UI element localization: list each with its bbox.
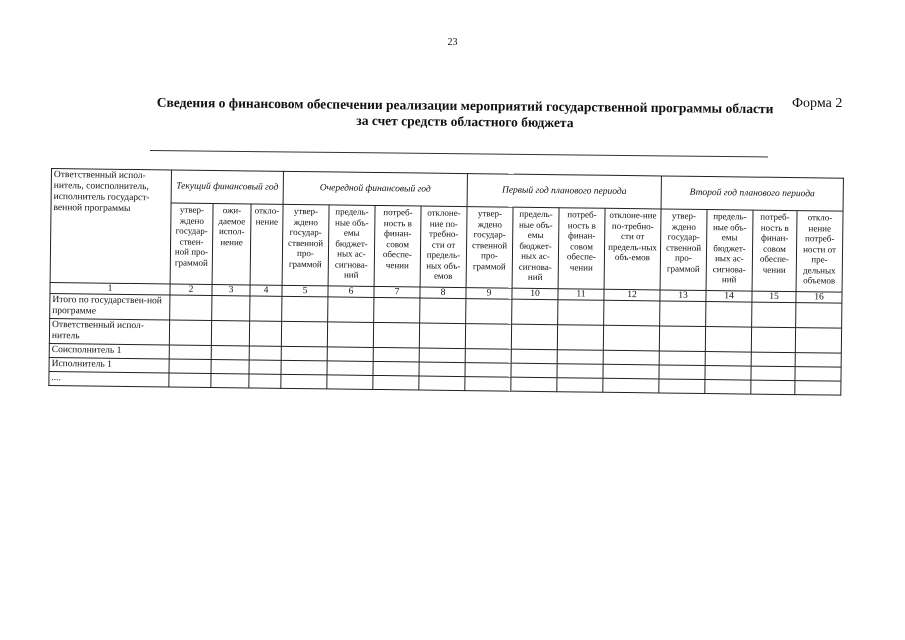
table-cell [659, 365, 705, 380]
table-cell [466, 299, 512, 325]
table-cell [328, 297, 374, 323]
table-cell [511, 324, 557, 350]
document-title [110, 94, 820, 133]
page-number: 23 [447, 37, 458, 48]
table-cell [795, 381, 841, 396]
table-cell [558, 300, 604, 326]
table-cell [659, 351, 705, 366]
table-cell [282, 296, 328, 322]
subheader: предель-ные объ-емы бюджет-ных ас-сигнова-ний [706, 210, 753, 292]
column-number: 11 [558, 289, 604, 301]
table-cell [465, 363, 511, 378]
row-label: Ответственный испол-нитель [49, 318, 169, 344]
subheader: утвер-ждено государ-ственной про-граммой [282, 204, 329, 286]
table-cell [795, 328, 841, 354]
table-cell [465, 324, 511, 350]
table-cell [511, 377, 557, 392]
column-number: 16 [796, 292, 842, 304]
table-cell [281, 374, 327, 389]
table-cell [557, 350, 603, 365]
table-cell [419, 376, 465, 391]
group-header: Второй год планового периода [661, 176, 843, 211]
table-cell [511, 349, 557, 364]
table-cell [511, 363, 557, 378]
row-label: Итого по государствен-ной программе [50, 293, 170, 319]
subheader: утвер-ждено государ-ствен-ной про-граммой [170, 203, 213, 285]
table-cell [170, 295, 212, 321]
table-cell [249, 360, 281, 374]
table-cell [751, 366, 795, 381]
table-cell [419, 323, 465, 349]
column-number: 1 [50, 282, 170, 294]
table-cell [603, 364, 659, 379]
table-cell [373, 322, 419, 348]
group-header: Первый год планового периода [467, 174, 661, 209]
table-cell [557, 364, 603, 379]
subheader: утвер-ждено государ-ственной про-граммой [466, 207, 513, 289]
header-row-groups [51, 169, 843, 212]
table-cell [211, 320, 249, 345]
table-cell [419, 348, 465, 363]
table-cell [752, 302, 796, 328]
table-cell [705, 380, 751, 395]
table-cell [659, 326, 705, 352]
table-cell [705, 366, 751, 381]
column-number: 9 [466, 288, 512, 300]
table-cell [795, 367, 841, 382]
table-cell [211, 359, 249, 373]
table-cell [419, 362, 465, 377]
subheader: предель-ные объ-емы бюджет-ных ас-сигнова-ний [512, 207, 559, 289]
subheader: откло-нение потреб-ности от пре-дельных объемов [796, 211, 843, 293]
table-cell [281, 346, 327, 361]
table-cell [465, 349, 511, 364]
row-label: Исполнитель 1 [49, 357, 169, 372]
column-number: 7 [374, 286, 420, 298]
table-cell [249, 346, 281, 360]
column-number: 14 [706, 291, 752, 303]
table-cell [327, 375, 373, 390]
table-cell [706, 302, 752, 328]
table-cell [751, 380, 795, 395]
subheader: откло-нение [250, 204, 283, 285]
column-number: 8 [420, 287, 466, 299]
table-cell [281, 321, 327, 347]
table-cell [603, 325, 659, 351]
column-number: 10 [512, 288, 558, 300]
subheader: ожи-даемое испол-нение [212, 203, 251, 284]
subheader: потреб-ность в финан-совом обеспе-чении [752, 210, 797, 292]
table-cell [169, 345, 211, 360]
table-cell [604, 300, 660, 326]
table-cell [659, 379, 705, 394]
subheader: предель-ные объ-емы бюджет-ных ас-сигнова-ний [328, 205, 375, 287]
table-cell [557, 325, 603, 351]
column-number: 3 [212, 284, 250, 295]
table-cell [169, 373, 211, 388]
group-header: Текущий финансовый год [171, 170, 283, 204]
table-cell [250, 296, 282, 321]
column-number: 13 [660, 290, 706, 302]
column-number: 12 [604, 289, 660, 301]
table-cell [603, 350, 659, 365]
table-container [48, 168, 844, 396]
table-cell [603, 378, 659, 393]
subheader: отклоне-ние по-требно-сти от предель-ных объ-емов [604, 208, 661, 290]
table-cell [211, 373, 249, 387]
table-cell [249, 374, 281, 388]
table-cell [373, 347, 419, 362]
column-number: 4 [250, 285, 282, 296]
title-line-2: за счет средств областного бюджета [356, 112, 574, 131]
table-cell [557, 378, 603, 393]
table-cell [249, 321, 281, 346]
table-cell [705, 352, 751, 367]
table-cell [512, 299, 558, 325]
form-label: Форма 2 [792, 96, 843, 111]
table-cell [751, 327, 795, 353]
subheader: потреб-ность в финан-совом обеспе-чении [558, 208, 605, 290]
column-number: 2 [170, 284, 212, 296]
table-cell [705, 327, 751, 353]
table-cell [327, 347, 373, 362]
title-line-1: Сведения о финансовом обеспечении реализации мероприятий государственной программы области [156, 94, 774, 117]
table-cell [211, 345, 249, 359]
table-cell [465, 377, 511, 392]
table-cell [374, 297, 420, 323]
first-column-header: Ответственный испол-нитель, соисполнитель, исполнитель государст-венной программы [50, 169, 171, 284]
financing-table [48, 168, 844, 396]
table-cell [169, 320, 211, 346]
table-cell [327, 322, 373, 348]
table-cell [751, 352, 795, 367]
table-cell [327, 361, 373, 376]
subheader: отклоне-ние по-требно-сти от предель-ных объ-емов [420, 206, 467, 288]
subheader: утвер-ждено государ-ственной про-граммой [660, 209, 707, 291]
table-cell [420, 298, 466, 324]
table-cell [373, 361, 419, 376]
title-underline [150, 150, 768, 157]
column-number: 15 [752, 291, 796, 303]
table-cell [660, 301, 706, 327]
row-label: .... [49, 371, 169, 386]
table-cell [212, 295, 250, 320]
column-number: 6 [328, 286, 374, 298]
group-header: Очередной финансовый год [283, 171, 467, 206]
column-number: 5 [282, 285, 328, 297]
table-cell [169, 359, 211, 374]
table-cell [281, 360, 327, 375]
table-cell [796, 303, 842, 329]
row-label: Соисполнитель 1 [49, 343, 169, 358]
table-cell [795, 353, 841, 368]
table-cell [373, 375, 419, 390]
subheader: потреб-ность в финан-совом обеспе-чении [374, 205, 421, 287]
